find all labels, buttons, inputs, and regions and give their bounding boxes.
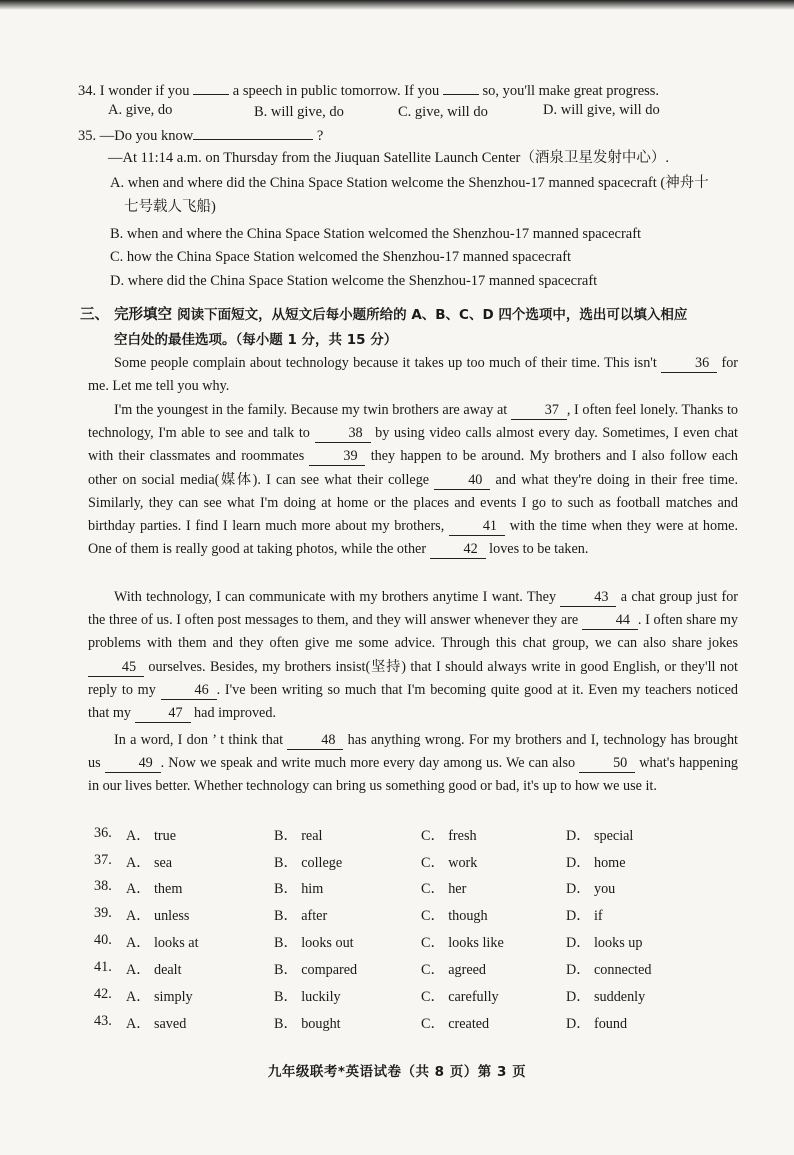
passage-text: . I've been writing so much that I'm becoming quite good at it. Even my teachers noticed that my (88, 681, 739, 722)
section-number: 三、 (80, 307, 109, 323)
option-b: B． real (274, 828, 323, 844)
passage-text: loves to be taken. (489, 541, 589, 558)
q34-option-a: A. give, do (108, 102, 173, 118)
option-b: B． him (274, 881, 324, 897)
passage-text: ourselves. Besides, my brothers insist(坚持) that I should always write in good English, or they'll not reply to my (88, 658, 738, 698)
answer-blank (193, 78, 229, 95)
option-d: D． home (566, 855, 626, 871)
blank-44: 44 (582, 612, 638, 630)
option-c: C． agreed (421, 962, 487, 978)
question-number: 34. (78, 83, 97, 99)
blank-41: 41 (449, 518, 505, 536)
passage-text: with the time when they were at home. One of them is really good at taking photos, while the other (88, 518, 739, 558)
option-c: C． though (421, 908, 488, 924)
option-d: D． found (566, 1016, 628, 1032)
question-34 (78, 78, 659, 101)
option-d: D． suddenly (566, 989, 646, 1005)
blank-46: 46 (161, 682, 217, 700)
q35-option-a: A. when and where did the China Space Station welcome the Shenzhou-17 manned spacecraft (神舟十 (110, 175, 709, 191)
section-header (80, 303, 687, 324)
option-number: 41. (94, 959, 112, 975)
blank-36: 36 (661, 355, 717, 373)
option-c: C． created (421, 1016, 490, 1032)
option-a: A． simply (126, 989, 193, 1005)
option-a: A． dealt (126, 962, 182, 978)
option-row (94, 1013, 714, 1039)
q35-option-b: B. when and where the China Space Station welcomed the Shenzhou-17 manned spacecraft (110, 226, 642, 242)
q34-option-d: D. will give, will do (543, 102, 660, 118)
option-number: 39. (94, 905, 112, 921)
q35-option-a-cont: 七号载人飞船) (124, 199, 216, 215)
option-b: B． looks out (274, 935, 354, 951)
option-row (94, 986, 714, 1012)
answer-blank (443, 78, 479, 95)
passage-text: what's happening in our lives better. Whether technology can bring us something good or bad, it's up to how we use it. (88, 755, 739, 795)
option-b: B． after (274, 908, 328, 924)
passage-text: and what they're doing in their free time. Similarly, they can see what I'm doing at home or the places and events I go to such as football matches and birthday parties. I find I learn much more about my brothers, (88, 471, 738, 535)
blank-38: 38 (315, 425, 371, 443)
option-row (94, 932, 714, 958)
section-title: 完形填空 (114, 307, 173, 323)
option-row (94, 825, 714, 851)
page-footer: 九年级联考*英语试卷（共 8 页）第 3 页 (267, 1064, 527, 1080)
blank-40: 40 (434, 472, 490, 490)
option-row (94, 852, 714, 878)
passage-paragraph-2 (88, 399, 738, 561)
option-a: A． true (126, 828, 177, 844)
passage-text: With technology, I can communicate with my brothers anytime I want. They (114, 589, 557, 605)
option-d: D． looks up (566, 935, 643, 951)
option-a: A． sea (126, 855, 173, 871)
blank-42: 42 (430, 541, 486, 559)
section-instructions-cont: 空白处的最佳选项。（每小题 1 分，共 15 分） (114, 332, 398, 348)
option-d: D． special (566, 828, 634, 844)
option-a: A． saved (126, 1016, 187, 1032)
passage-paragraph-4 (88, 729, 738, 799)
option-row (94, 959, 714, 985)
passage-text: . Now we speak and write much more every day among us. We can also (160, 755, 576, 772)
passage-text: , I often feel lonely. Thanks to technology, I'm able to see and talk to (88, 402, 738, 442)
blank-47: 47 (135, 705, 191, 723)
passage-text: In a word, I don ’ t think that (114, 732, 284, 748)
section-instructions: 阅读下面短文，从短文后每小题所给的 A、B、C、D 四个选项中，选出可以填入相应 (177, 307, 688, 323)
option-b: B． compared (274, 962, 358, 978)
passage-text: I'm the youngest in the family. Because my twin brothers are away at (114, 402, 508, 418)
q34-option-b: B. will give, do (254, 104, 344, 120)
question-stem: I wonder if you (99, 83, 190, 99)
blank-45: 45 (88, 659, 144, 677)
option-row (94, 905, 714, 931)
option-number: 37. (94, 852, 112, 868)
option-c: C． fresh (421, 828, 477, 844)
passage-text: has anything wrong. For my brothers and I, technology has brought us (88, 732, 738, 772)
option-c: C． carefully (421, 989, 499, 1005)
option-number: 40. (94, 932, 112, 948)
question-stem: —Do you know (99, 128, 194, 144)
passage-text: they happen to be around. My brothers and I also follow each other on social media(媒体). I can see what their college (88, 448, 739, 488)
passage-text: by using video calls almost every day. Sometimes, I even chat with their classmates and roommates (88, 425, 738, 465)
passage-text: Some people complain about technology because it takes up too much of their time. This isn't (114, 355, 657, 371)
question-mark: ? (316, 128, 324, 144)
question-number: 35. (78, 128, 97, 144)
answer-blank (193, 123, 313, 140)
option-a: A． unless (126, 908, 190, 924)
q34-option-c: C. give, will do (398, 104, 488, 120)
blank-50: 50 (579, 755, 635, 773)
passage-text: had improved. (194, 705, 276, 722)
passage-paragraph-3 (88, 586, 738, 725)
q35-option-c: C. how the China Space Station welcomed the Shenzhou-17 manned spacecraft (110, 249, 572, 265)
option-row (94, 878, 714, 904)
option-number: 43. (94, 1013, 112, 1029)
question-stem: a speech in public tomorrow. If you (232, 83, 440, 99)
option-a: A． them (126, 881, 183, 897)
option-b: B． bought (274, 1016, 341, 1032)
blank-49: 49 (105, 755, 161, 773)
option-number: 36. (94, 825, 112, 841)
blank-43: 43 (560, 589, 616, 607)
option-number: 42. (94, 986, 112, 1002)
blank-48: 48 (287, 732, 343, 750)
option-c: C． her (421, 881, 467, 897)
blank-39: 39 (309, 448, 365, 466)
q35-answer-line: —At 11:14 a.m. on Thursday from the Jiuquan Satellite Launch Center（酒泉卫星发射中心）. (108, 150, 669, 166)
option-b: B． luckily (274, 989, 341, 1005)
option-c: C． looks like (421, 935, 504, 951)
option-a: A． looks at (126, 935, 199, 951)
option-c: C． work (421, 855, 478, 871)
option-d: D． you (566, 881, 616, 897)
option-d: D． if (566, 908, 603, 924)
blank-37: 37 (511, 402, 567, 420)
option-b: B． college (274, 855, 343, 871)
question-35 (78, 123, 323, 146)
q35-option-d: D. where did the China Space Station welcome the Shenzhou-17 manned spacecraft (110, 273, 598, 289)
option-number: 38. (94, 878, 112, 894)
passage-paragraph-1 (88, 352, 738, 398)
passage-text: . I often share my problems with them and they often give me some advice. Through this chat group, we can also share jokes (88, 612, 738, 652)
passage-text: a chat group just for the three of us. I often post messages to them, and they will answer whenever they are (88, 589, 739, 629)
question-stem: so, you'll make great progress. (482, 83, 660, 99)
option-d: D． connected (566, 962, 652, 978)
passage-text: for me. Let me tell you why. (88, 355, 739, 395)
